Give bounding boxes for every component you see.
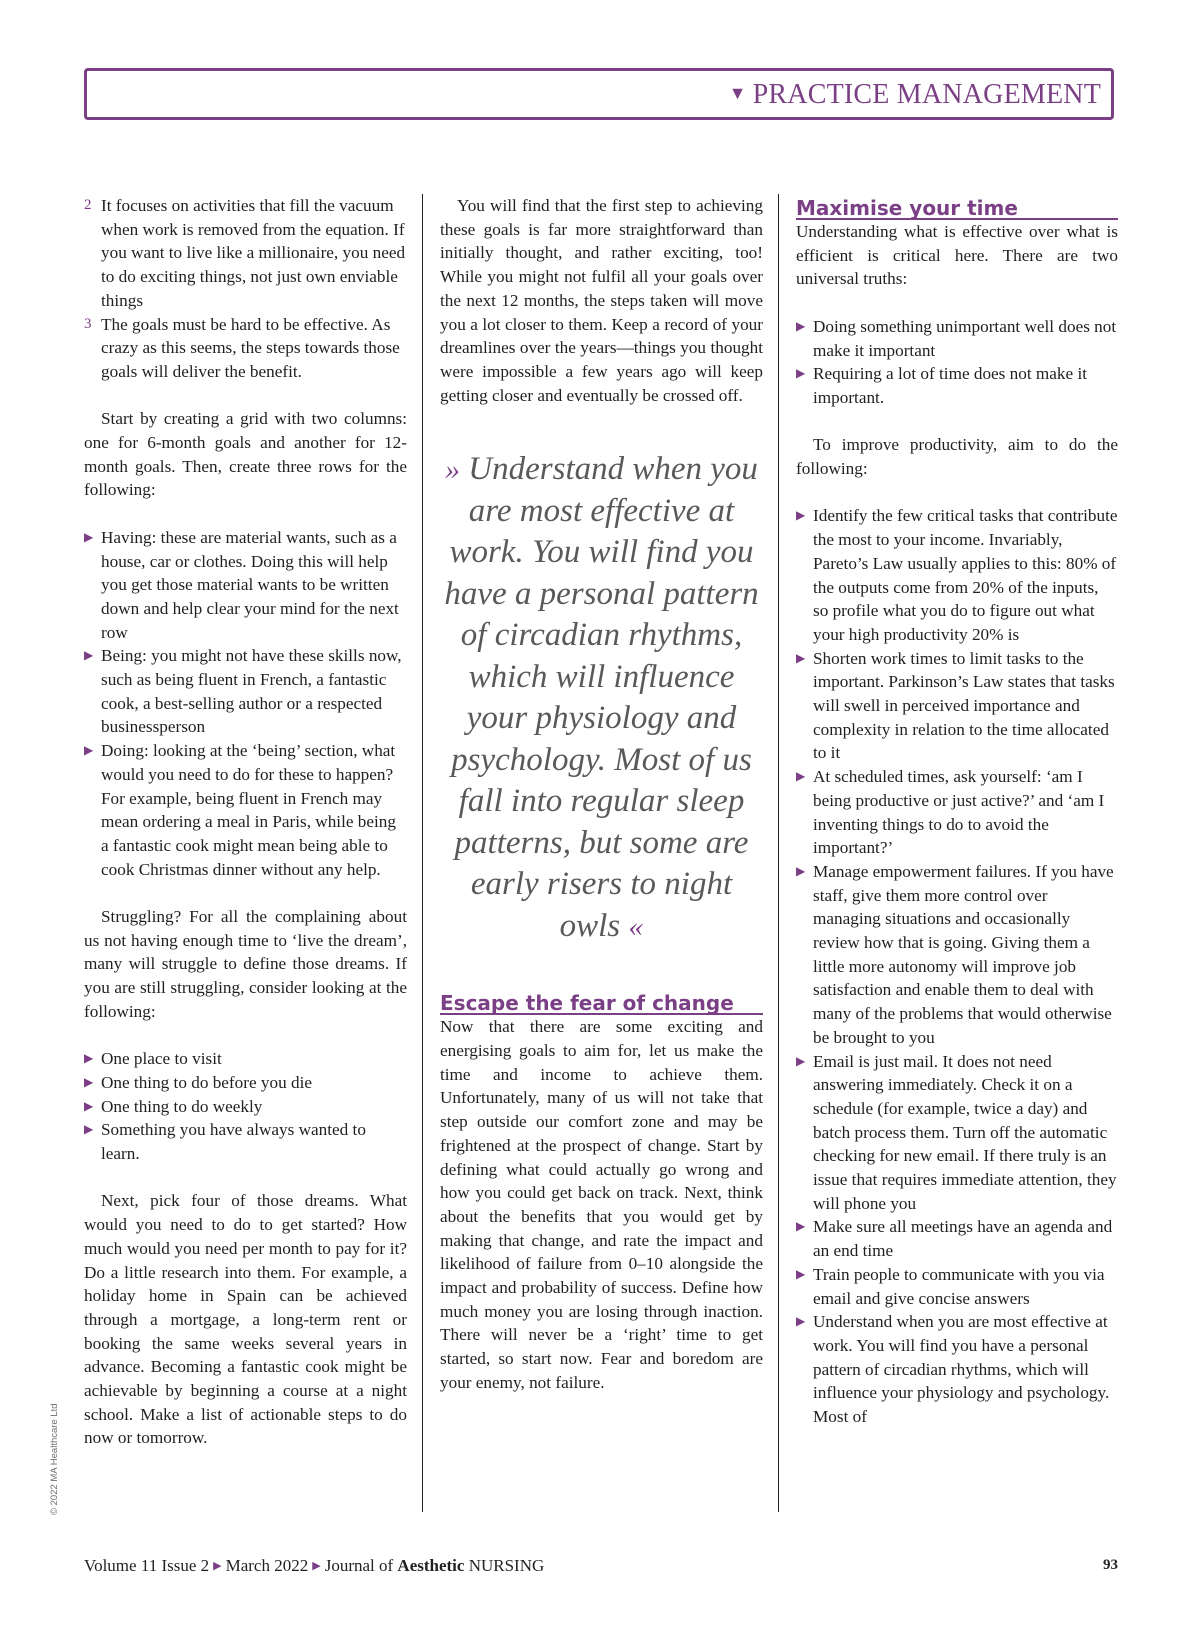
triangle-bullet-icon: ▶ xyxy=(796,1314,806,1329)
triangle-bullet-icon: ▶ xyxy=(84,1098,94,1113)
list-item: ▶ Having: these are material wants, such as a house, car or clothes. Doing this will help you get those material wants to be written down and help clear your mind for the next row xyxy=(84,527,399,642)
numbered-list xyxy=(84,194,407,384)
footer-journal-bold: Aesthetic xyxy=(397,1556,465,1575)
list-item: ▶ Doing something unimportant well does not make it important xyxy=(796,316,1117,360)
list-item: ▶ One thing to do before you die xyxy=(84,1071,407,1095)
list-item: ▶ Understand when you are most effective at work. You will find you have a personal pattern of circadian rhythms, which will influence your physiology and psychology. Most of xyxy=(796,1312,1110,1427)
triangle-bullet-icon: ▶ xyxy=(84,1074,94,1089)
column-divider xyxy=(778,194,779,1512)
section-label xyxy=(729,79,1101,111)
triangle-bullet-icon: ▶ xyxy=(213,1560,222,1572)
paragraph: Next, pick four of those dreams. What would you need to do to get started? How much would you need per month to pay for it? Do a little research into them. For example, a holiday home in Spain can be achieved through a mortgage, a long-term rent or booking the same weeks several years in advance. Becoming a fantastic cook might be achievable by beginning a course at a night school. Make a list of actionable steps to do now or tomorrow. xyxy=(84,1191,407,1448)
quote-open-mark: » xyxy=(445,453,461,487)
paragraph: Now that there are some exciting and energising goals to aim for, let us make the time and income to achieve them. Unfortunately, many of us will not take that step outside our comfort zone and may be frightened at the prospect of change. Start by defining what could actually go wrong and how you could get back on track. Next, think about the benefits that you would get by making that change, and rate the impact and likelihood of failure from 0–10 alongside the impact and probability of success. Define how much money you are losing through inaction. There will never be a ‘right’ time to get started, so start now. Fear and boredom are your enemy, not failure. xyxy=(440,1017,763,1392)
triangle-bullet-icon: ▶ xyxy=(84,1122,94,1137)
list-item: ▶ At scheduled times, ask yourself: ‘am I being productive or just active?’ and ‘am I inventing things to do to avoid the important?’ xyxy=(796,767,1105,858)
paragraph: You will find that the first step to achieving these goals is far more straightforward than initially thought, and rather exciting, too! While you might not fulfil all your goals over the next 12 months, the steps taken will move you a lot closer to them. Keep a record of your dreamlines over the years—things you thought were impossible a few years ago will keep getting closer and eventually be crossed off. xyxy=(440,196,763,405)
footer-volume: Volume 11 Issue 2 xyxy=(84,1556,210,1575)
triangle-bullet-icon: ▶ xyxy=(796,1219,806,1234)
section-title: PRACTICE MANAGEMENT xyxy=(752,79,1101,110)
list-item: ▶ Train people to communicate with you via email and give concise answers xyxy=(796,1264,1105,1308)
triangle-bullet-icon: ▶ xyxy=(796,1266,806,1281)
triangle-bullet-icon: ▶ xyxy=(796,318,806,333)
triangle-bullet-icon: ▶ xyxy=(84,529,94,544)
paragraph: To improve productivity, aim to do the following: xyxy=(796,435,1118,478)
list-item: ▶ Identify the few critical tasks that contribute the most to your income. Invariably, Pareto’s Law usually applies to this: 80% of the outputs come from 20% of the inputs, so profile what you do to figure out what your high productivity 20% is xyxy=(796,506,1118,644)
list-item: ▶ One place to visit xyxy=(84,1047,407,1071)
list-item: ▶ Shorten work times to limit tasks to the important. Parkinson’s Law states that tasks will swell in perceived importance and complexity in relation to the time allocated to it xyxy=(796,648,1115,763)
copyright-sidenote: © 2022 MA Healthcare Ltd xyxy=(49,1403,60,1515)
triangle-bullet-icon: ▶ xyxy=(796,769,806,784)
column-divider xyxy=(422,194,423,1512)
section-heading: Escape the fear of change xyxy=(440,989,763,1015)
bullet-list xyxy=(84,526,407,882)
column-2 xyxy=(440,194,763,1418)
triangle-bullet-icon: ▶ xyxy=(796,650,806,665)
paragraph: Understanding what is effective over what is efficient is critical here. There are two universal truths: xyxy=(796,222,1118,289)
pull-quote-text: Understand when you are most effective at work. You will find you have a personal pattern of circadian rhythms, which will influence your physiology and psychology. Most of us fall into regular sleep patterns, but some are early risers to night owls xyxy=(444,451,759,944)
footer xyxy=(84,1556,544,1576)
triangle-bullet-icon: ▶ xyxy=(796,366,806,381)
numbered-item: 2 It focuses on activities that fill the vacuum when work is removed from the equation. If you want to live like a millionaire, you need to do exciting things, not just own enviable things xyxy=(84,196,406,310)
triangle-bullet-icon: ▶ xyxy=(312,1560,321,1572)
triangle-bullet-icon: ▶ xyxy=(796,508,806,523)
column-3 xyxy=(796,194,1118,1453)
list-item: ▶ Manage empowerment failures. If you have staff, give them more control over managing situations and occasionally review how that is going. Giving them a little more autonomy will improve job satisfaction and enable them to deal with many of the problems that would otherwise be brought to you xyxy=(796,861,1114,1047)
triangle-bullet-icon: ▶ xyxy=(796,1053,806,1068)
list-item: ▶ Email is just mail. It does not need answering immediately. Check it on a schedule (for example, twice a day) and batch process them. Turn off the automatic checking for new email. If there truly is an issue that requires immediate attention, they will phone you xyxy=(796,1051,1117,1213)
bullet-list xyxy=(84,1047,407,1166)
list-item: ▶ Being: you might not have these skills now, such as being fluent in French, a fantastic cook, a best-selling author or a respected businessperson xyxy=(84,646,402,737)
paragraph: Struggling? For all the complaining about us not having enough time to ‘live the dream’, many will struggle to define those dreams. If you are still struggling, consider looking at the following: xyxy=(84,907,407,1021)
triangle-bullet-icon: ▶ xyxy=(84,743,94,758)
footer-date: March 2022 xyxy=(225,1556,309,1575)
triangle-bullet-icon: ▶ xyxy=(796,863,806,878)
numbered-item: 3 The goals must be hard to be effective. As crazy as this seems, the steps towards those goals will deliver the benefit. xyxy=(84,314,400,381)
quote-close-mark: « xyxy=(628,909,644,943)
list-item: ▶ One thing to do weekly xyxy=(84,1095,407,1119)
column-1 xyxy=(84,194,407,1474)
section-header xyxy=(84,68,1114,120)
triangle-bullet-icon: ▶ xyxy=(84,1051,94,1066)
triangle-down-icon: ▼ xyxy=(728,83,747,103)
page-number: 93 xyxy=(1103,1557,1118,1573)
list-item: ▶ Requiring a lot of time does not make it important. xyxy=(796,364,1087,407)
list-item: ▶ Doing: looking at the ‘being’ section, what would you need to do for these to happen? For example, being fluent in French may mean ordering a meal in Paris, while being a fantastic cook might mean being able to cook Christmas dinner without any help. xyxy=(84,741,396,879)
footer-journal-prefix: Journal of xyxy=(324,1556,394,1575)
list-item: ▶ Something you have always wanted to learn. xyxy=(84,1120,366,1164)
bullet-list xyxy=(796,315,1118,410)
bullet-list xyxy=(796,504,1118,1428)
pull-quote xyxy=(440,449,763,947)
paragraph: Start by creating a grid with two columns: one for 6-month goals and another for 12-month goals. Then, create three rows for the following: xyxy=(84,409,407,500)
footer-journal-suffix: NURSING xyxy=(468,1556,545,1575)
section-heading: Maximise your time xyxy=(796,194,1118,220)
triangle-bullet-icon: ▶ xyxy=(84,648,94,663)
list-item: ▶ Make sure all meetings have an agenda and an end time xyxy=(796,1217,1113,1261)
